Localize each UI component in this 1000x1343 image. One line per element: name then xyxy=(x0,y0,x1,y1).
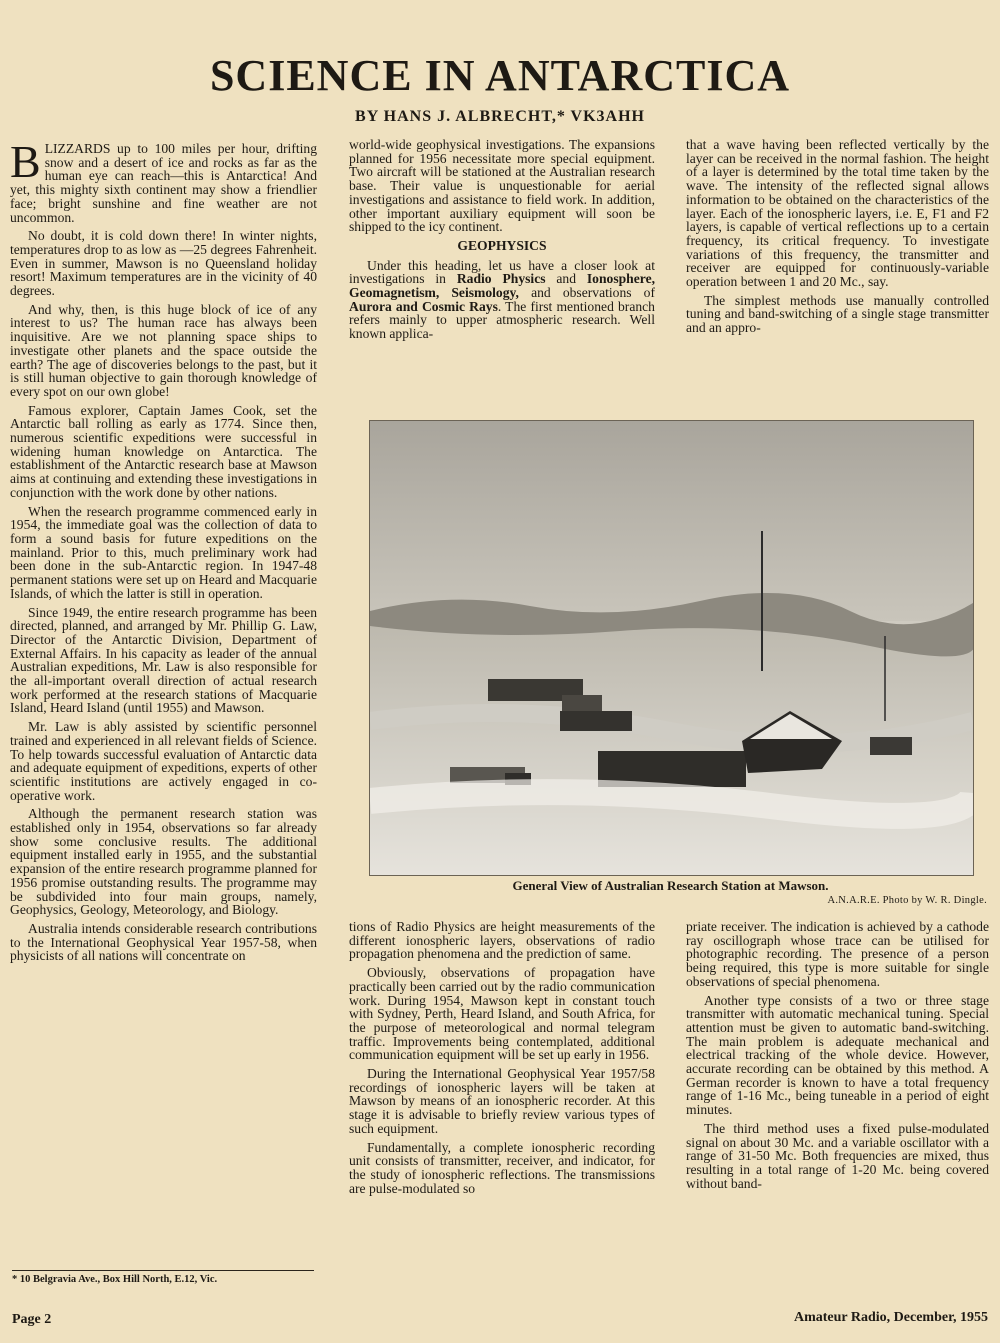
column-3-top xyxy=(686,138,989,408)
paragraph: Fundamentally, a complete ionospheric recording unit consists of transmitter, receiver, and indicator, for the study of ionospheric reflections. The transmissions are pulse-modulated so xyxy=(349,1139,655,1196)
article-title: SCIENCE IN ANTARCTICA xyxy=(209,51,791,100)
paragraph: Mr. Law is ably assisted by scientific personnel trained and experienced in all relevant fields of Science. To help towards successful evaluation of Antarctic data and adequate equipment of expeditions, experts of other scientific institutions are actively engaged in co-operative work. xyxy=(10,719,317,803)
drop-cap: B xyxy=(10,142,41,187)
bold-term: Ionosphere, Geomagnetism, Seismology, xyxy=(349,271,655,301)
paragraph: world-wide geophysical investigations. The expansions planned for 1956 necessitate more special equipment. Two aircraft will be stationed at the Australian research base. Their value is unquestionable for aerial investigations and assistance to field work. In addition, other important auxiliary equipment will soon be shipped to the icy continent. xyxy=(349,138,655,235)
paragraph: Australia intends considerable research contributions to the International Geophysical Year 1957-58, when physicists of all nations will concentrate on xyxy=(10,920,317,964)
paragraph: tions of Radio Physics are height measurements of the different ionospheric layers, observations of radio propagation phenomena and the prediction of same. xyxy=(349,920,655,962)
paragraph: The third method uses a fixed pulse-modulated signal on about 30 Mc. and a variable oscillator with a range of 31-50 Mc. Both frequencies are mixed, thus resulting in a total range of 1-20 Mc. being covered without band- xyxy=(686,1120,989,1191)
paragraph: Famous explorer, Captain James Cook, set the Antarctic ball rolling as early as 1774. Since then, numerous scientific expeditions were successful in widening human knowledge on Antarctica. The establishment of the Antarctic research base at Mawson aims at continuing and extending these investigations in conjunction with the work done by other nations. xyxy=(10,402,317,500)
paragraph: Another type consists of a two or three stage transmitter with automatic mechanical tuning. Special attention must be given to automatic band-switching. The main problem is adequate mechanical and electrical tracking of the whole device. However, accurate recording can be obtained by this method. A German recorder is known to have a total frequency range of 1-16 Mc., being tuneable in a period of eight minutes. xyxy=(686,992,989,1118)
paragraph: that a wave having been reflected vertically by the layer can be received in the normal fashion. The height of a layer is determined by the total time taken by the wave. The intensity of the reflected signal allows information to be obtained on the characteristics of the layer. Each of the ionospheric layers, i.e. E, F1 and F2 layers, is capable of vertical reflections up to a certain frequency, its critical frequency. To investigate variations of this frequency, the transmitter and receiver are equipped for continuously-variable operation between 1 and 20 Mc., say. xyxy=(686,138,989,290)
paragraph: No doubt, it is cold down there! In winter nights, temperatures drop to as low as —25 degrees Fahrenheit. Even in summer, Mawson is no Queensland holiday resort! Maximum temperatures are in the vicinity of 40 degrees. xyxy=(10,228,317,299)
bold-term: Radio Physics xyxy=(456,271,546,287)
paragraph: priate receiver. The indication is achieved by a cathode ray oscillograph whose trace can be utilised for photographic recording. The presence of a person being required, this type is more suitable for single observations of special phenomena. xyxy=(686,920,989,989)
article-byline: BY HANS J. ALBRECHT,* VK3AHH xyxy=(355,108,645,125)
section-heading: GEOPHYSICS xyxy=(457,237,547,253)
photo-caption: General View of Australian Research Station at Mawson. xyxy=(512,878,829,893)
column-2-bottom xyxy=(349,920,655,1295)
photo-credit: A.N.A.R.E. Photo by W. R. Dingle. xyxy=(827,895,987,906)
journal-footer: Amateur Radio, December, 1955 xyxy=(793,1310,988,1325)
footnote-rule xyxy=(12,1270,314,1271)
paragraph: BLIZZARDS up to 100 miles per hour, drifting snow and a desert of ice and rocks as far as the human eye can reach—this is Antarctica! And yet, this mighty sixth continent may show a friendlier face; bright sunshine and fine weather are not uncommon. xyxy=(10,142,317,225)
paragraph: When the research programme commenced early in 1954, the immediate goal was the collection of data to form a sound basis for future expeditions on the mainland. Prior to this, much preliminary work had been done in the sub-Antarctic region. In 1947-48 permanent stations were set up on Heard and Macquarie Islands, of which the latter is still in operation. xyxy=(10,503,317,601)
column-1 xyxy=(10,142,317,1268)
paragraph: Under this heading, let us have a closer look at investigations in Radio Physics and Ionosphere, Geomagnetism, Seismology, and observations of Aurora and Cosmic Rays. The first mentioned branch refers mainly to upper atmospheric research. Well known applica- xyxy=(349,257,655,342)
paragraph: Obviously, observations of propagation have practically been carried out by the radio communication work. During 1954, Mawson kept in constant touch with Sydney, Perth, Heard Island, and South Africa, for the purpose of meteorological and normal telegram traffic. Improvements being contemplated, additional communication equipment will be set up early in 1956. xyxy=(349,965,655,1063)
paragraph: During the International Geophysical Year 1957/58 recordings of ionospheric layers will be taken at Mawson by means of an ionospheric recorder. At this stage it is advisable to briefly review various types of such equipment. xyxy=(349,1066,655,1136)
photo-illustration xyxy=(370,421,973,875)
paragraph: The simplest methods use manually controlled tuning and band-switching of a single stage transmitter and an appro- xyxy=(686,292,989,336)
column-2-top xyxy=(349,138,655,408)
paragraph: And why, then, is this huge block of ice of any interest to us? The human race has always been inquisitive. Are we not planning space ships to investigate other planets and the space outside the earth? The age of discoveries belongs to the past, but it is still human objective to gain thorough knowledge of every spot on our own globe! xyxy=(10,301,317,399)
paragraph: Since 1949, the entire research programme has been directed, planned, and arranged by Mr. Phillip G. Law, Director of the Antarctic Division, Department of External Affairs. In his capacity as leader of the annual Australian expeditions, Mr. Law is also responsible for the all-important overall direction of actual research work performed at the research stations of Macquarie Island, Heard Island (until 1955) and Mawson. xyxy=(10,604,317,716)
author-footnote: * 10 Belgravia Ave., Box Hill North, E.12, Vic. xyxy=(12,1274,218,1285)
paragraph: Although the permanent research station was established only in 1954, observations so far already show some conclusive results. The additional equipment installed early in 1955, and the substantial expansion of the entire research programme planned for 1956 promise outstanding results. The programme may be subdivided into four main groups, namely, Geophysics, Geology, Meteorology, and Biology. xyxy=(10,806,317,918)
bold-term: Aurora and Cosmic Rays xyxy=(349,298,498,314)
page-number: Page 2 xyxy=(12,1312,52,1327)
column-3-bottom xyxy=(686,920,989,1295)
station-photo xyxy=(369,420,974,876)
